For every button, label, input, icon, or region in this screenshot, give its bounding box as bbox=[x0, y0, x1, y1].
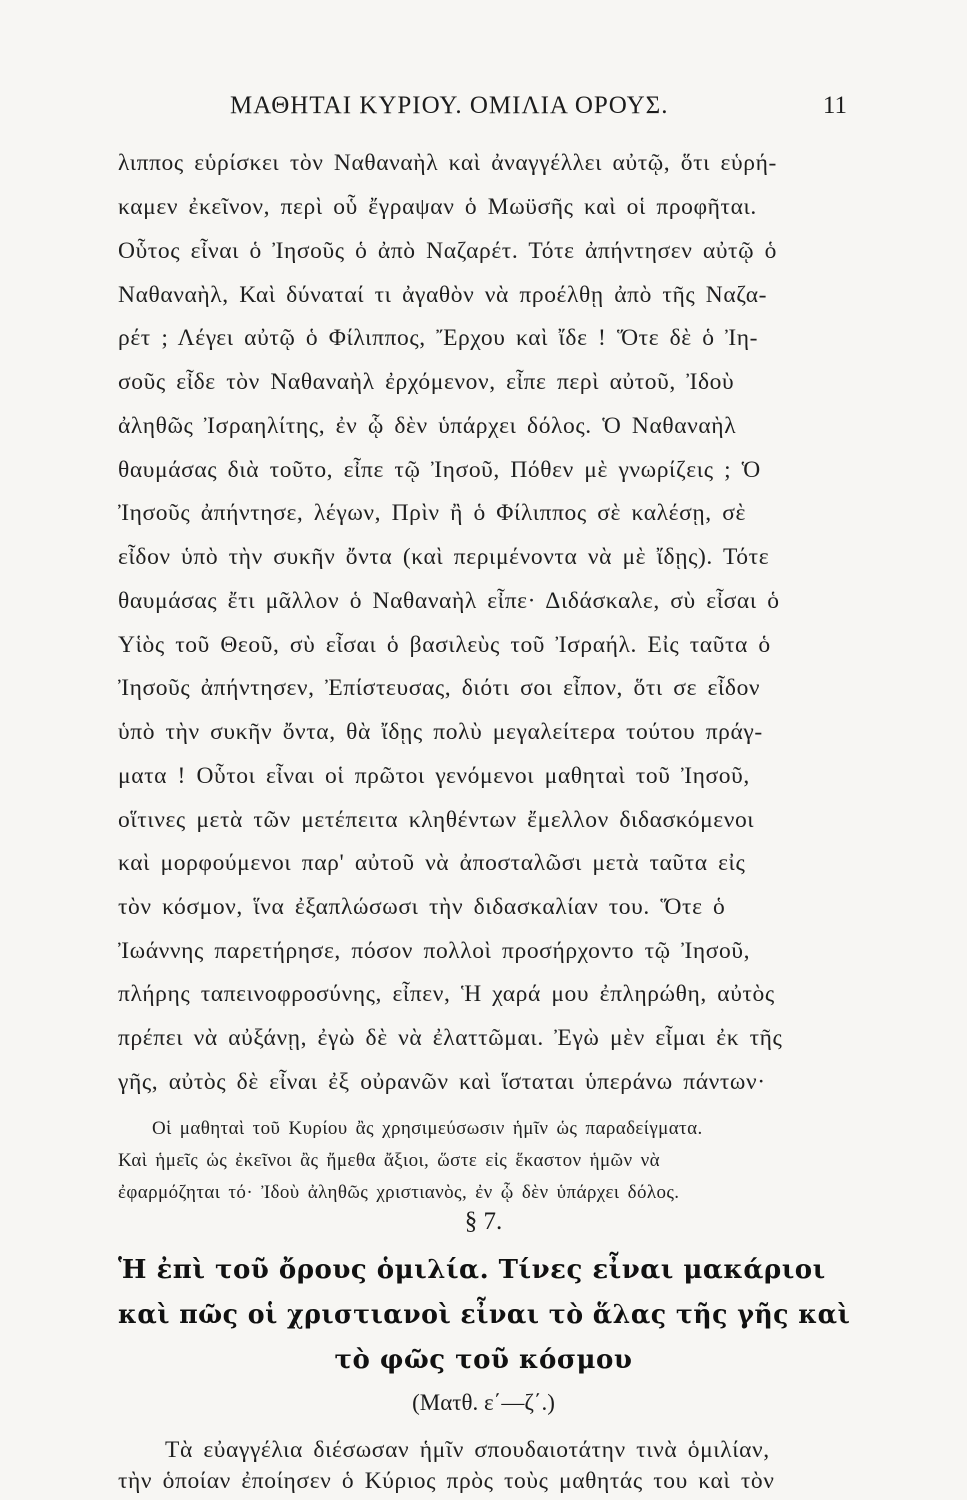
running-title: ΜΑΘΗΤΑΙ ΚΥΡΙΟΥ. ΟΜΙΛΙΑ ΟΡΟΥΣ. bbox=[230, 92, 669, 119]
body-line: θαυμάσας διὰ τοῦτο, εἶπε τῷ Ἰησοῦ, Πόθεν μὲ γνωρίζεις ; Ὁ bbox=[118, 457, 761, 483]
body-line: οἵτινες μετὰ τῶν μετέπειτα κληθέντων ἔμελλον διδασκόμενοι bbox=[118, 807, 755, 833]
body-line: Ἰησοῦς ἀπήντησεν, Ἐπίστευσας, διότι σοι εἶπον, ὅτι σε εἶδον bbox=[118, 675, 761, 701]
closing-line: τὴν ὁποίαν ἐποίησεν ὁ Κύριος πρὸς τοὺς μαθητάς του καὶ τὸν bbox=[118, 1468, 775, 1494]
body-line: πλήρης ταπεινοφροσύνης, εἶπεν, Ἡ χαρά μου ἐπληρώθη, αὐτὸς bbox=[118, 981, 775, 1007]
section-title-line: καὶ πῶς οἱ χριστιανοὶ εἶναι τὸ ἅλας τῆς γῆς καὶ bbox=[118, 1300, 851, 1330]
section-mark: § 7. bbox=[464, 1208, 503, 1235]
body-line: τὸν κόσμον, ἵνα ἐξαπλώσωσι τὴν διδασκαλίαν του. Ὅτε ὁ bbox=[118, 894, 726, 920]
body-line: ματα ! Οὗτοι εἶναι οἱ πρῶτοι γενόμενοι μαθηταὶ τοῦ Ἰησοῦ, bbox=[118, 763, 750, 789]
running-head bbox=[120, 92, 847, 132]
body-line: καὶ μορφούμενοι παρ' αὐτοῦ νὰ ἀποσταλῶσι μετὰ ταῦτα εἰς bbox=[118, 850, 746, 876]
body-line: πρέπει νὰ αὐξάνῃ, ἐγὼ δὲ νὰ ἐλαττῶμαι. Ἐγὼ μὲν εἶμαι ἐκ τῆς bbox=[118, 1025, 783, 1051]
body-line: Οὗτος εἶναι ὁ Ἰησοῦς ὁ ἀπὸ Ναζαρέτ. Τότε ἀπήντησεν αὐτῷ ὁ bbox=[118, 238, 777, 264]
body-line: Ναθαναὴλ, Καὶ δύναταί τι ἀγαθὸν νὰ προέλθῃ ἀπὸ τῆς Ναζα- bbox=[118, 282, 768, 308]
closing-line: Τὰ εὐαγγέλια διέσωσαν ἡμῖν σπουδαιοτάτην τινὰ ὁμιλίαν, bbox=[165, 1437, 770, 1463]
body-line: Ἰησοῦς ἀπήντησε, λέγων, Πρὶν ἢ ὁ Φίλιππος σὲ καλέσῃ, σὲ bbox=[118, 500, 746, 526]
note-line: ἐφαρμόζηται τό· Ἰδοὺ ἀληθῶς χριστιανὸς, ἐν ᾧ δὲν ὑπάρχει δόλος. bbox=[118, 1182, 680, 1203]
note-line: Οἱ μαθηταὶ τοῦ Κυρίου ἂς χρησιμεύσωσιν ἡμῖν ὡς παραδείγματα. bbox=[152, 1118, 703, 1139]
body-line: ρέτ ; Λέγει αὐτῷ ὁ Φίλιππος, Ἔρχου καὶ ἴδε ! Ὅτε δὲ ὁ Ἰη- bbox=[118, 325, 759, 351]
section-title-line: Ἡ ἐπὶ τοῦ ὄρους ὁμιλία. Τίνες εἶναι μακάριοι bbox=[118, 1255, 826, 1285]
scripture-reference: (Ματθ. ε΄—ζ΄.) bbox=[412, 1390, 555, 1415]
body-line: ὑπὸ τὴν συκῆν ὄντα, θὰ ἴδῃς πολὺ μεγαλείτερα τούτου πράγ- bbox=[118, 719, 763, 745]
body-line: ἀληθῶς Ἰσραηλίτης, ἐν ᾧ δὲν ὑπάρχει δόλος. Ὁ Ναθαναὴλ bbox=[118, 413, 737, 439]
body-line: Υἱὸς τοῦ Θεοῦ, σὺ εἶσαι ὁ βασιλεὺς τοῦ Ἰσραήλ. Εἰς ταῦτα ὁ bbox=[118, 632, 771, 658]
body-line: λιππος εὑρίσκει τὸν Ναθαναὴλ καὶ ἀναγγέλλει αὐτῷ, ὅτι εὑρή- bbox=[118, 150, 777, 176]
body-line: θαυμάσας ἔτι μᾶλλον ὁ Ναθαναὴλ εἶπε· Διδάσκαλε, σὺ εἶσαι ὁ bbox=[118, 588, 780, 614]
body-line: σοῦς εἶδε τὸν Ναθαναὴλ ἐρχόμενον, εἶπε περὶ αὐτοῦ, Ἰδοὺ bbox=[118, 369, 735, 395]
body-line: εἶδον ὑπὸ τὴν συκῆν ὄντα (καὶ περιμένοντα νὰ μὲ ἴδῃς). Τότε bbox=[118, 544, 770, 570]
section-title-line: τὸ φῶς τοῦ κόσμου bbox=[334, 1345, 633, 1375]
body-line: Ἰωάννης παρετήρησε, πόσον πολλοὶ προσήρχοντο τῷ Ἰησοῦ, bbox=[118, 938, 751, 964]
note-line: Καὶ ἡμεῖς ὡς ἐκεῖνοι ἂς ἤμεθα ἄξιοι, ὥστε εἰς ἕκαστον ἡμῶν νὰ bbox=[118, 1150, 660, 1171]
body-line: γῆς, αὐτὸς δὲ εἶναι ἐξ οὐρανῶν καὶ ἵσταται ὑπεράνω πάντων· bbox=[118, 1069, 766, 1095]
page-number: 11 bbox=[822, 92, 847, 119]
body-line: καμεν ἐκεῖνον, περὶ οὗ ἔγραψαν ὁ Μωϋσῆς καὶ οἱ προφῆται. bbox=[118, 194, 757, 220]
